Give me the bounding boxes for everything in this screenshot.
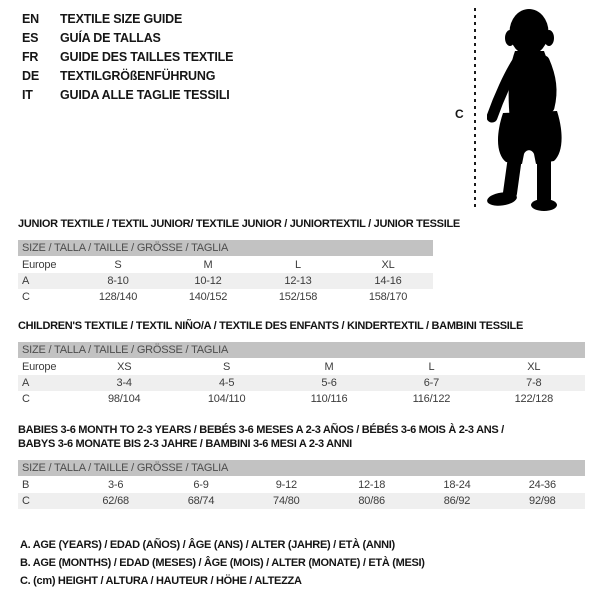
- height-measure-dashed-line: [474, 8, 476, 208]
- row-cell: 158/170: [368, 291, 408, 303]
- children-textile-section: [18, 319, 585, 407]
- footnote-b: B. AGE (MONTHS) / EDAD (MESES) / ÂGE (MOIS) / ALTER (MONATE) / ETÀ (MESI): [20, 557, 425, 569]
- language-row-en: [22, 9, 233, 28]
- row-cell: 140/152: [188, 291, 228, 303]
- language-title: GUIDE DES TAILLES TEXTILE: [60, 49, 234, 64]
- footnote-list: [20, 536, 425, 590]
- row-cell: 3-4: [116, 377, 132, 389]
- language-code: DE: [22, 68, 39, 83]
- junior-table-title-line: JUNIOR TEXTILE / TEXTIL JUNIOR/ TEXTILE JUNIOR / JUNIORTEXTIL / JUNIOR TESSILE: [18, 218, 460, 230]
- row-cell: 152/158: [278, 291, 318, 303]
- row-label: A: [22, 275, 30, 287]
- row-cell: M: [203, 259, 213, 271]
- children-table-row-a: [18, 375, 585, 391]
- children-size-header-bar: SIZE / TALLA / TAILLE / GRÖSSE / TAGLIA: [18, 342, 585, 358]
- children-table-row-europe: [18, 359, 585, 375]
- language-row-es: [22, 28, 233, 47]
- row-cell: 6-9: [193, 479, 209, 491]
- language-title: TEXTILE SIZE GUIDE: [60, 11, 183, 26]
- language-code: IT: [22, 87, 33, 102]
- row-cell: 104/110: [207, 393, 246, 405]
- junior-size-header-bar: SIZE / TALLA / TAILLE / GRÖSSE / TAGLIA: [18, 240, 433, 256]
- footnote-a: A. AGE (YEARS) / EDAD (AÑOS) / ÂGE (ANS) / ALTER (JAHRE) / ETÀ (ANNI): [20, 539, 395, 551]
- row-cell: 74/80: [273, 495, 300, 507]
- language-title: GUÍA DE TALLAS: [60, 30, 161, 45]
- row-cell: 80/86: [358, 495, 385, 507]
- row-cell: 24-36: [528, 479, 556, 491]
- row-cell: 3-6: [108, 479, 124, 491]
- junior-table-row-europe: [18, 257, 433, 273]
- row-label: B: [22, 479, 30, 491]
- row-label: Europe: [22, 361, 57, 373]
- junior-table-row-c: [18, 289, 433, 305]
- babies-table-row-b: [18, 477, 585, 493]
- row-cell: 8-10: [107, 275, 129, 287]
- row-cell: XL: [381, 259, 395, 271]
- row-label: Europe: [22, 259, 57, 271]
- row-cell: 116/122: [412, 393, 451, 405]
- baby-silhouette-icon: [487, 5, 599, 217]
- babies-table-row-c: [18, 493, 585, 509]
- row-label: C: [22, 495, 30, 507]
- language-code: ES: [22, 30, 39, 45]
- language-title: GUIDA ALLE TAGLIE TESSILI: [60, 87, 230, 102]
- children-table-title: [18, 319, 585, 333]
- row-cell: 122/128: [514, 393, 554, 405]
- children-table-row-c: [18, 391, 585, 407]
- row-cell: M: [324, 361, 334, 373]
- row-cell: 92/98: [529, 495, 556, 507]
- row-cell: 98/104: [107, 393, 141, 405]
- row-cell: XL: [527, 361, 541, 373]
- language-title: TEXTILGRÖßENFÜHRUNG: [60, 68, 216, 83]
- row-cell: 7-8: [526, 377, 542, 389]
- junior-table-row-a: [18, 273, 433, 289]
- row-cell: 18-24: [443, 479, 471, 491]
- row-cell: 4-5: [218, 377, 235, 389]
- row-cell: 10-12: [194, 275, 222, 287]
- row-cell: XS: [117, 361, 132, 373]
- row-label: C: [22, 291, 30, 303]
- footnote-c: C. (cm) HEIGHT / ALTURA / HAUTEUR / HÖHE / ALTEZZA: [20, 575, 302, 587]
- row-cell: L: [428, 361, 435, 373]
- babies-textile-section: [18, 423, 585, 509]
- row-cell: S: [223, 361, 231, 373]
- junior-table-title: [18, 217, 460, 231]
- row-cell: 128/140: [98, 291, 138, 303]
- babies-table-title-line: BABYS 3-6 MONATE BIS 2-3 JAHRE / BAMBINI 3-6 MESI A 2-3 ANNI: [18, 438, 352, 450]
- language-list: [22, 9, 233, 104]
- row-cell: 62/68: [102, 495, 129, 507]
- row-cell: 12-13: [284, 275, 312, 287]
- row-cell: 68/74: [187, 495, 215, 507]
- junior-textile-section: [18, 217, 460, 305]
- language-row-fr: [22, 47, 233, 66]
- row-cell: 14-16: [374, 275, 402, 287]
- babies-table-title: [18, 423, 585, 451]
- height-measure-label: C: [455, 107, 464, 121]
- row-cell: 9-12: [275, 479, 297, 491]
- babies-size-header-bar: SIZE / TALLA / TAILLE / GRÖSSE / TAGLIA: [18, 460, 585, 476]
- row-label: C: [22, 393, 30, 405]
- children-table-title-line: CHILDREN'S TEXTILE / TEXTIL NIÑO/A / TEXTILE DES ENFANTS / KINDERTEXTIL / BAMBINI TESSILE: [18, 320, 523, 332]
- language-row-de: [22, 66, 233, 85]
- row-cell: 86/92: [443, 495, 471, 507]
- row-cell: L: [295, 259, 301, 271]
- babies-table-title-line: BABIES 3-6 MONTH TO 2-3 YEARS / BEBÉS 3-6 MESES A 2-3 AÑOS / BÉBÉS 3-6 MOIS À 2-3 ANS /: [18, 424, 504, 436]
- row-cell: 5-6: [321, 377, 337, 389]
- row-cell: S: [114, 259, 122, 271]
- row-label: A: [22, 377, 30, 389]
- language-code: FR: [22, 49, 39, 64]
- language-code: EN: [22, 11, 39, 26]
- language-row-it: [22, 85, 233, 104]
- row-cell: 12-18: [358, 479, 386, 491]
- row-cell: 6-7: [423, 377, 440, 389]
- row-cell: 110/116: [310, 393, 348, 405]
